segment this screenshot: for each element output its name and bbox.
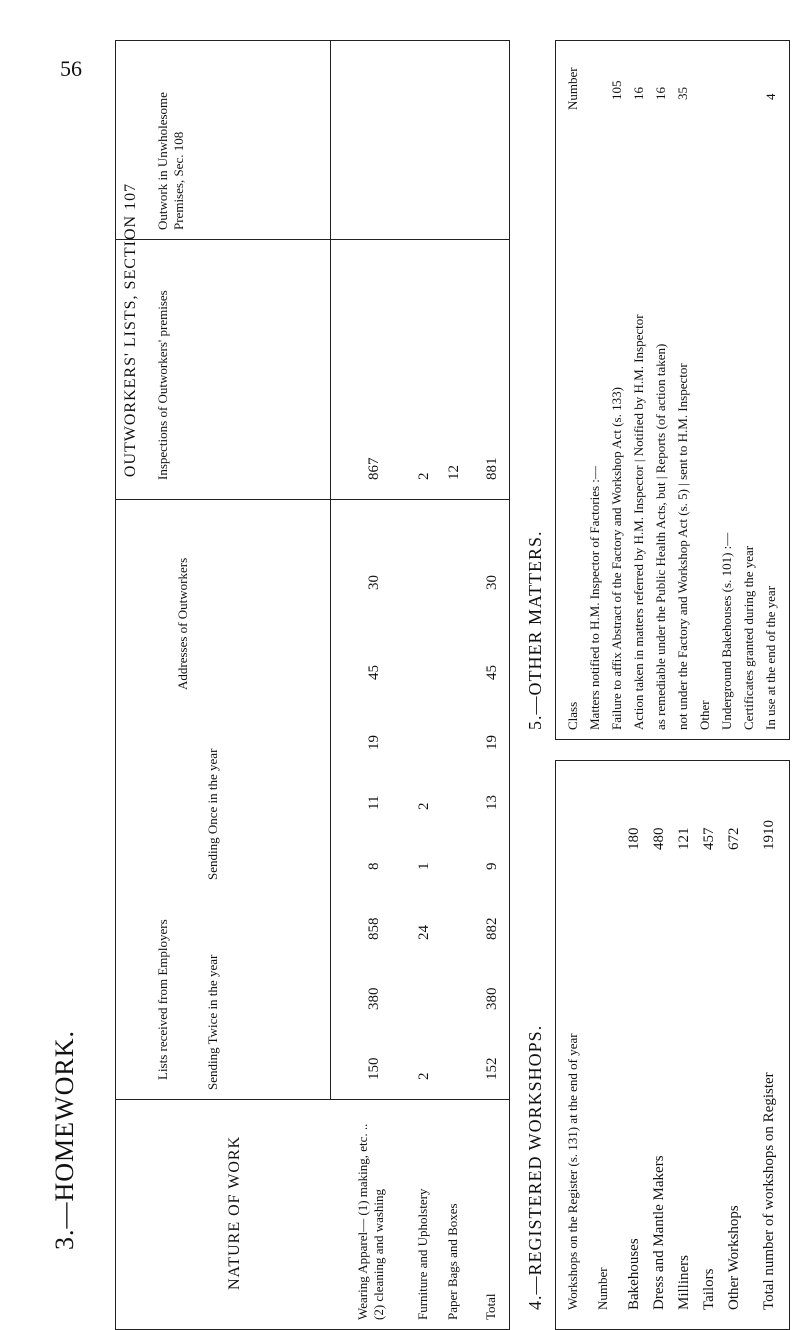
other-item: In use at the end of the year bbox=[763, 585, 778, 730]
cell-value: 45 bbox=[366, 665, 382, 680]
total-label: Total bbox=[483, 1293, 498, 1320]
other-col-number: Number bbox=[565, 67, 580, 110]
registered-col-number: Number bbox=[595, 1267, 610, 1310]
cell-value: 12 bbox=[446, 465, 462, 480]
total-value: 45 bbox=[484, 665, 500, 680]
registered-row: Bakehouses bbox=[626, 1238, 642, 1310]
other-item: Matters notified to H.M. Inspector of Factories :— bbox=[587, 466, 602, 730]
cell-value: 380 bbox=[366, 987, 382, 1010]
cell-value: 8 bbox=[366, 862, 382, 870]
registered-value: 457 bbox=[701, 827, 717, 850]
registered-col-workshops: Workshops on the Register (s. 131) at the end of year bbox=[565, 1033, 580, 1310]
row-label: Wearing Apparel— (1) making, etc. .. (2) cleaning and washing bbox=[355, 1123, 386, 1320]
other-item: Other bbox=[697, 700, 712, 730]
cell-value: 1 bbox=[416, 862, 432, 870]
cell-value: 858 bbox=[366, 917, 382, 940]
outworkers-title: OUTWORKERS' LISTS, SECTION 107 bbox=[122, 182, 139, 478]
page-number: 56 bbox=[60, 56, 82, 81]
registered-table bbox=[555, 760, 790, 1330]
registered-value: 480 bbox=[651, 827, 667, 850]
registered-total-value: 1910 bbox=[761, 820, 777, 850]
other-item: Underground Bakehouses (s. 101) :— bbox=[719, 532, 734, 730]
other-value: 105 bbox=[609, 80, 624, 100]
registered-row: Tailors bbox=[701, 1268, 717, 1310]
registered-value: 180 bbox=[626, 827, 642, 850]
other-col-class: Class bbox=[565, 701, 580, 730]
cell-value: 24 bbox=[416, 925, 432, 940]
registered-row: Dress and Mantle Makers bbox=[651, 1155, 667, 1310]
total-value: 152 bbox=[484, 1057, 500, 1080]
total-value: 19 bbox=[484, 735, 500, 750]
other-item: Certificates granted during the year bbox=[741, 545, 756, 730]
cell-value: 2 bbox=[416, 802, 432, 810]
other-item: as remediable under the Public Health Acts, but | Reports (of action taken) bbox=[653, 343, 668, 730]
total-value: 881 bbox=[484, 457, 500, 480]
registered-total-label: Total number of workshops on Register bbox=[761, 1072, 777, 1310]
unwholesome-header: Outwork in Unwholesome Premises, Sec. 108 bbox=[155, 92, 186, 230]
rotated-page bbox=[115, 40, 795, 1330]
other-title: 5.—OTHER MATTERS. bbox=[525, 530, 545, 730]
cell-value: 2 bbox=[416, 472, 432, 480]
total-value: 9 bbox=[484, 862, 500, 870]
twice-header: Sending Twice in the year bbox=[205, 954, 220, 1090]
lists-received-header: Lists received from Employers bbox=[155, 919, 170, 1080]
total-value: 882 bbox=[484, 917, 500, 940]
addresses-header: Addresses of Outworkers bbox=[175, 557, 190, 690]
other-value: 16 bbox=[631, 87, 646, 100]
cell-value: 19 bbox=[366, 735, 382, 750]
cell-value: 30 bbox=[366, 575, 382, 590]
other-item: Action taken in matters referred by H.M. Inspector | Notified by H.M. Inspector bbox=[631, 314, 646, 730]
registered-value: 672 bbox=[726, 827, 742, 850]
other-value: 35 bbox=[675, 87, 690, 100]
registered-row: Milliners bbox=[676, 1255, 692, 1310]
registered-row: Other Workshops bbox=[726, 1205, 742, 1310]
registered-value: 121 bbox=[676, 827, 692, 850]
cell-value: 150 bbox=[366, 1057, 382, 1080]
row-label: Paper Bags and Boxes bbox=[445, 1203, 460, 1320]
cell-value: 2 bbox=[416, 1072, 432, 1080]
row-label: Furniture and Upholstery bbox=[415, 1188, 430, 1320]
other-item: Failure to affix Abstract of the Factory and Workshop Act (s. 133) bbox=[609, 387, 624, 730]
inspections-header: Inspections of Outworkers' premises bbox=[155, 290, 170, 480]
total-value: 13 bbox=[484, 795, 500, 810]
total-value: 30 bbox=[484, 575, 500, 590]
other-value: 4 bbox=[763, 93, 778, 100]
section-header: 3.—HOMEWORK. bbox=[50, 1030, 79, 1250]
nature-of-work-header: NATURE OF WORK bbox=[226, 1135, 243, 1290]
total-value: 380 bbox=[484, 987, 500, 1010]
other-item: not under the Factory and Workshop Act (s. 5) | sent to H.M. Inspector bbox=[675, 363, 690, 730]
cell-value: 867 bbox=[366, 457, 382, 480]
other-value: 16 bbox=[653, 87, 668, 100]
cell-value: 11 bbox=[366, 795, 382, 810]
registered-title: 4.—REGISTERED WORKSHOPS. bbox=[525, 1024, 545, 1310]
once-header: Sending Once in the year bbox=[205, 748, 220, 880]
